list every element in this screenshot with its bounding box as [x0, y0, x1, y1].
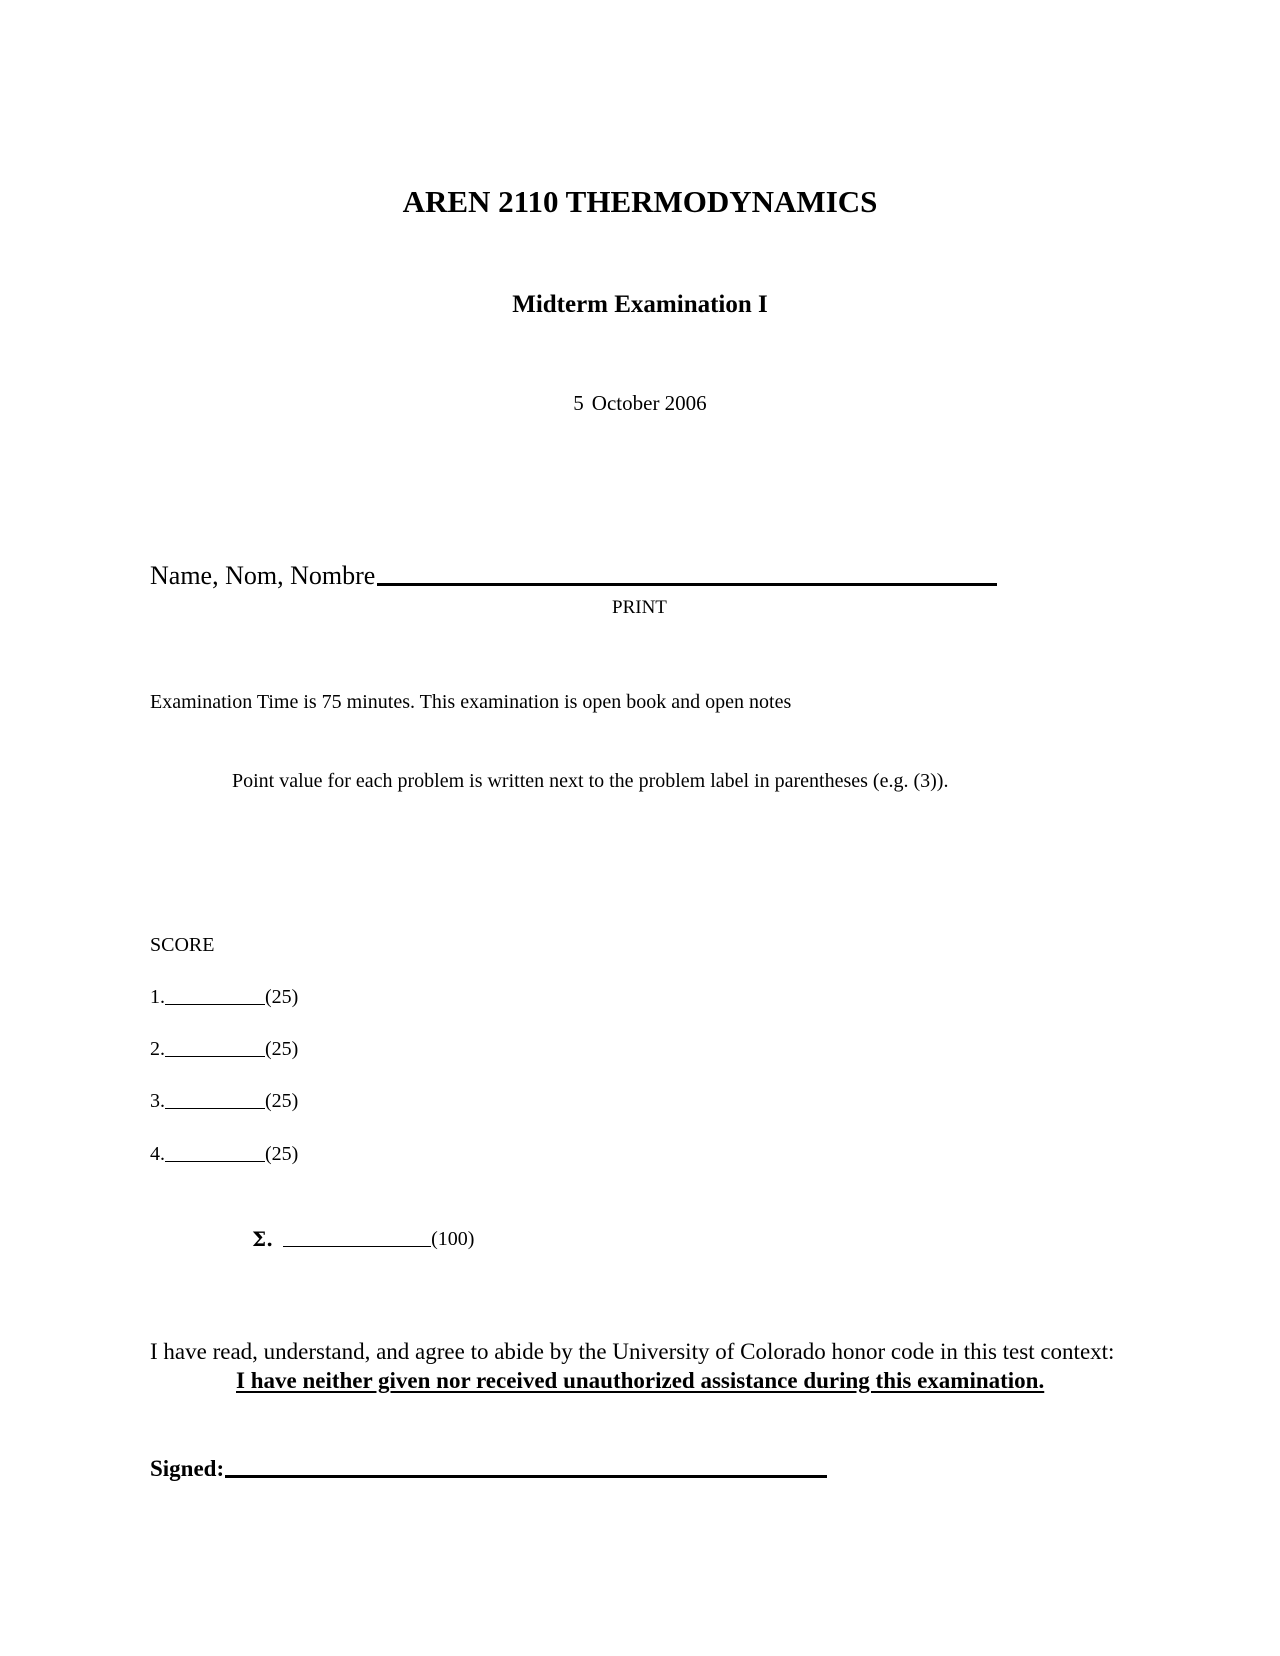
print-label: PRINT — [612, 597, 667, 618]
problem-points: (25) — [265, 1143, 299, 1165]
total-points: (100) — [431, 1228, 475, 1250]
exam-date — [0, 389, 1280, 417]
name-label: Name, Nom, Nombre — [150, 561, 376, 590]
signature-row — [150, 1451, 827, 1484]
problem-points: (25) — [265, 986, 299, 1008]
name-blank-line[interactable] — [377, 557, 997, 586]
signed-label: Signed: — [150, 1456, 225, 1481]
problem-number: 1. — [150, 986, 165, 1008]
score-heading: SCORE — [150, 934, 215, 956]
score-blank[interactable] — [165, 986, 265, 1005]
problem-points: (25) — [265, 1038, 299, 1060]
course-title: AREN 2110 THERMODYNAMICS — [402, 184, 878, 219]
score-blank[interactable] — [165, 1038, 265, 1057]
score-row-4 — [150, 1141, 298, 1167]
score-row-3 — [150, 1088, 298, 1114]
problem-number: 3. — [150, 1090, 165, 1112]
score-blank[interactable] — [165, 1143, 265, 1162]
exam-title: Midterm Examination I — [512, 291, 768, 318]
problem-number: 4. — [150, 1143, 165, 1165]
exam-date-month-year: October 2006 — [591, 391, 707, 415]
signature-blank-line[interactable] — [225, 1451, 827, 1478]
score-blank[interactable] — [165, 1090, 265, 1109]
sigma-symbol: Σ. — [252, 1227, 274, 1251]
exam-time-instructions: Examination Time is 75 minutes. This examination is open book and open notes — [150, 691, 792, 713]
total-score-row — [252, 1226, 474, 1252]
total-score-blank[interactable] — [283, 1228, 431, 1247]
honor-code-statement: I have read, understand, and agree to abide by the University of Colorado honor code in this test context: — [150, 1339, 1115, 1364]
problem-points: (25) — [265, 1090, 299, 1112]
exam-date-day: 5 — [573, 391, 584, 415]
score-row-2 — [150, 1036, 298, 1062]
point-value-instructions: Point value for each problem is written next to the problem label in parentheses (e.g. (3)). — [232, 770, 949, 792]
honor-pledge: I have neither given nor received unauthorized assistance during this examination. — [236, 1368, 1045, 1393]
score-row-1 — [150, 984, 298, 1010]
problem-number: 2. — [150, 1038, 165, 1060]
name-field-row — [150, 557, 997, 592]
